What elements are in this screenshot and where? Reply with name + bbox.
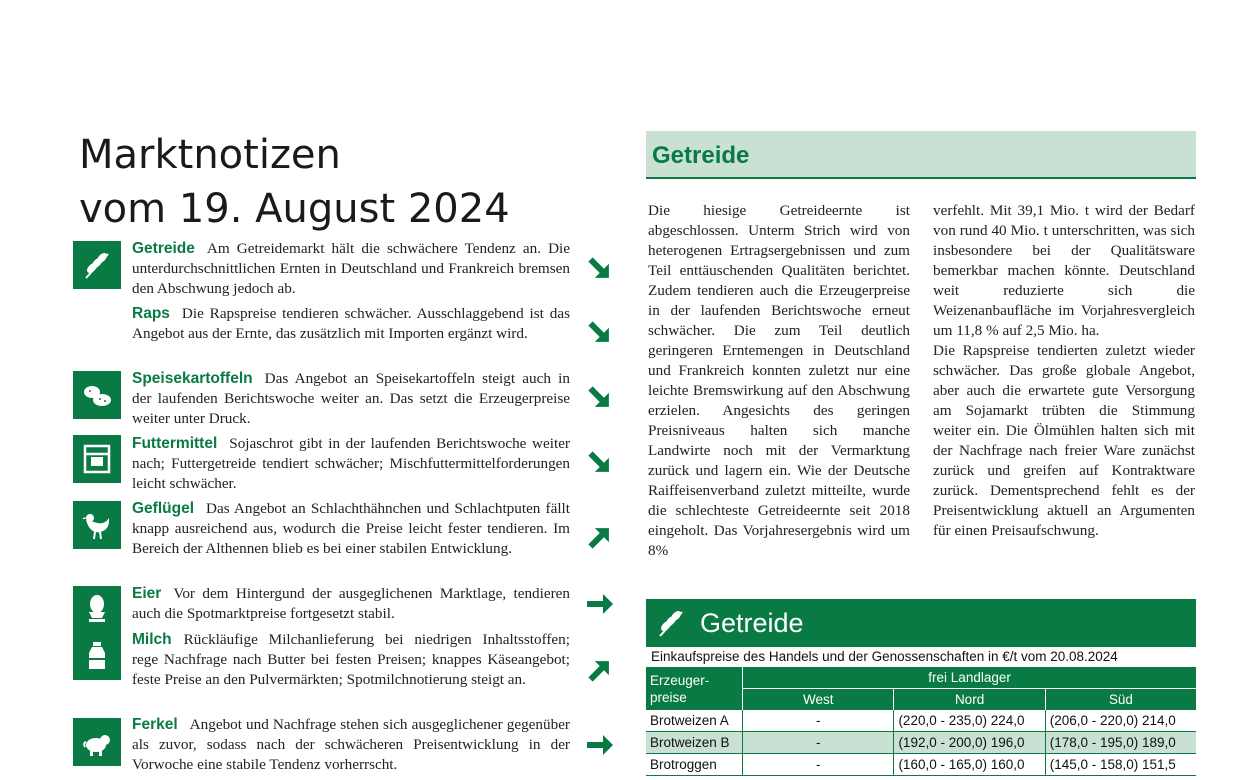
trend-up-icon [583,655,615,687]
nord-value: 224,0 [990,713,1025,728]
note-eier [132,584,570,624]
cell-west: - [743,754,894,776]
note-heading: Raps [132,305,170,322]
note-text: Angebot und Nachfrage stehen sich ausgeglichener gegenüber als zuvor, sodass nach der schwächeren Preisentwicklung in der Vorwoche eine stabile Tendenz vorherrscht. [132,716,570,773]
note-heading: Ferkel [132,716,178,733]
nord-value: 196,0 [990,735,1025,750]
cell-nord [894,732,1045,754]
price-table [646,667,1196,776]
page-title-line1: Marktnotizen [79,132,341,178]
potato-icon [73,371,121,419]
header-region: Süd [1045,689,1196,711]
sued-value: 189,0 [1142,735,1176,750]
milk-can-icon [73,632,121,680]
row-name: Brotweizen A [650,713,729,728]
cell-west: - [743,710,894,732]
note-text: Das Angebot an Schlachthähnchen und Schlachtputen fällt knapp ausreichend aus, wodurch die Preise leicht fester tendieren. Im Bereich der Althennen blieb es bei einer stabilen Entwicklung. [132,500,570,557]
note-text: Vor dem Hintergund der ausgeglichenen Marktlage, tendieren auch die Spotmarktpreise fortgesetzt stabil. [132,585,570,622]
table-caption: Einkaufspreise des Handels und der Genossenschaften in €/t vom 20.08.2024 [651,649,1118,664]
page-title-line2: vom 19. August 2024 [79,186,510,232]
nord-range: (192,0 - 200,0) [898,735,987,750]
article-paragraph: verfehlt. Mit 39,1 Mio. t wird der Bedarf von rund 40 Mio. t unterschritten, was sich insbesondere bei der Qualitätsware bemerkbar machen könnte. Deutschland weit reduzierte sich die Weizenanbaufläche im Vorjahresvergleich um 11,8 % auf 2,5 Mio. ha. [933,202,1195,339]
article-paragraph: Die hiesige Getreideernte ist abgeschlossen. Unterm Strich wird von heterogenen Ertragsergebnissen und zum Teil enttäuschenden Qualitäten berichtet. Zudem tendieren auch die Erzeugerpreise in der laufenden Berichtswoche erneut schwächer. Die zum Teil deutlich geringeren Erntemengen in Deutschland und Frankreich konnten zuletzt nur eine leichte Bremswirkung auf den Abschwung erzielen. Angesichts des geringen Preisniveaus halten sich manche Landwirte noch mit der Vermarktung zurück und lagern ein. Wie der Deutsche Raiffeisenverband zuletzt mitteilte, wurde die schlechteste Getreideernte seit 2018 eingeholt. Das Vorjahresergebnis wird um 8% [648,202,910,559]
article-paragraph: Die Rapspreise tendierten zuletzt wieder schwächer. Das große globale Angebot, aber auch die erwartete gute Versorgung am Sojamarkt trübten die Stimmung weiter ein. Die Ölmühlen halten sich mit der Nachfrage nach freier Ware zunächst zurück und greifen auf Kontraktware zurück. Dementsprechend fehlt es der Preisentwicklung aktuell an Argumenten für einen Preisaufschwung. [933,342,1195,539]
note-heading: Getreide [132,240,195,257]
header-region: Nord [894,689,1045,711]
table-banner-title: Getreide [700,608,804,638]
article-column-1 [648,201,910,561]
note-speisekartoffeln [132,369,570,429]
cell-nord [894,710,1045,732]
nord-value: 160,0 [990,757,1025,772]
note-heading: Milch [132,631,172,648]
trend-stable-icon [583,729,615,761]
note-text: Am Getreidemarkt hält die schwächere Tendenz an. Die unterdurchschnittlichen Ernten in Deutschland und Frankreich bremsen den Abschwung jedoch ab. [132,240,570,297]
trend-down-icon [583,316,615,348]
cell-sued [1045,710,1196,732]
sued-range: (206,0 - 220,0) [1049,713,1139,728]
note-text: Sojaschrot gibt in der laufenden Berichtswoche weiter nach; Futtergetreide tendiert schwächer; Mischfuttermittelforderungen leicht schwächer. [132,435,570,492]
note-heading: Speisekartoffeln [132,370,253,387]
piglet-icon [73,718,121,766]
sued-value: 151,5 [1142,757,1176,772]
egg-icon [73,586,121,632]
cell-sued [1045,732,1196,754]
article-column-2 [933,201,1195,541]
table-header-row [646,667,1196,689]
note-ferkel [132,715,570,775]
note-text: Das Angebot an Speisekartoffeln steigt auch in der laufenden Berichtswoche weiter an. Das setzt die Erzeugerpreise weiter unter Druck. [132,370,570,427]
page-title [79,128,510,236]
sued-value: 214,0 [1142,713,1176,728]
note-getreide [132,239,570,299]
note-text: Die Rapspreise tendieren schwächer. Ausschlaggebend ist das Angebot aus der Ernte, das zusätzlich mit Importen ergänzt wird. [132,305,570,342]
note-raps [132,304,570,344]
note-text: Rückläufige Milchanlieferung bei niedrigen Inhaltsstoffen; rege Nachfrage nach Butter bei festen Preisen; knappes Käseangebot; feste Preise an den Pulvermärkten; Spotmilchnotierung steigt an. [132,631,570,688]
row-name: Brotweizen B [646,732,743,754]
header-region: West [743,689,894,711]
section-title: Getreide [652,142,750,169]
table-row [646,710,1196,732]
header-group: frei Landlager [743,667,1196,689]
row-name: Brotroggen [650,757,717,772]
feed-icon [73,435,121,483]
trend-up-icon [583,522,615,554]
wheat-icon [654,606,688,640]
cell-west: - [743,732,894,754]
note-heading: Geflügel [132,500,195,517]
note-milch [132,630,570,690]
nord-range: (220,0 - 235,0) [898,713,987,728]
trend-down-icon [583,252,615,284]
sued-range: (178,0 - 195,0) [1049,735,1139,750]
note-heading: Futtermittel [132,435,218,452]
trend-down-icon [583,381,615,413]
table-row [646,754,1196,776]
note-futtermittel [132,434,570,494]
nord-range: (160,0 - 165,0) [898,757,987,772]
section-banner [646,131,1196,179]
cell-sued [1045,754,1196,776]
note-heading: Eier [132,585,162,602]
note-gefluegel [132,499,570,559]
trend-down-icon [583,446,615,478]
table-row [646,732,1196,754]
sued-range: (145,0 - 158,0) [1049,757,1139,772]
cell-nord [894,754,1045,776]
wheat-icon [73,241,121,289]
trend-stable-icon [583,588,615,620]
table-banner [646,599,1196,647]
chicken-icon [73,501,121,549]
header-producer-prices: Erzeuger-preise [646,667,743,710]
